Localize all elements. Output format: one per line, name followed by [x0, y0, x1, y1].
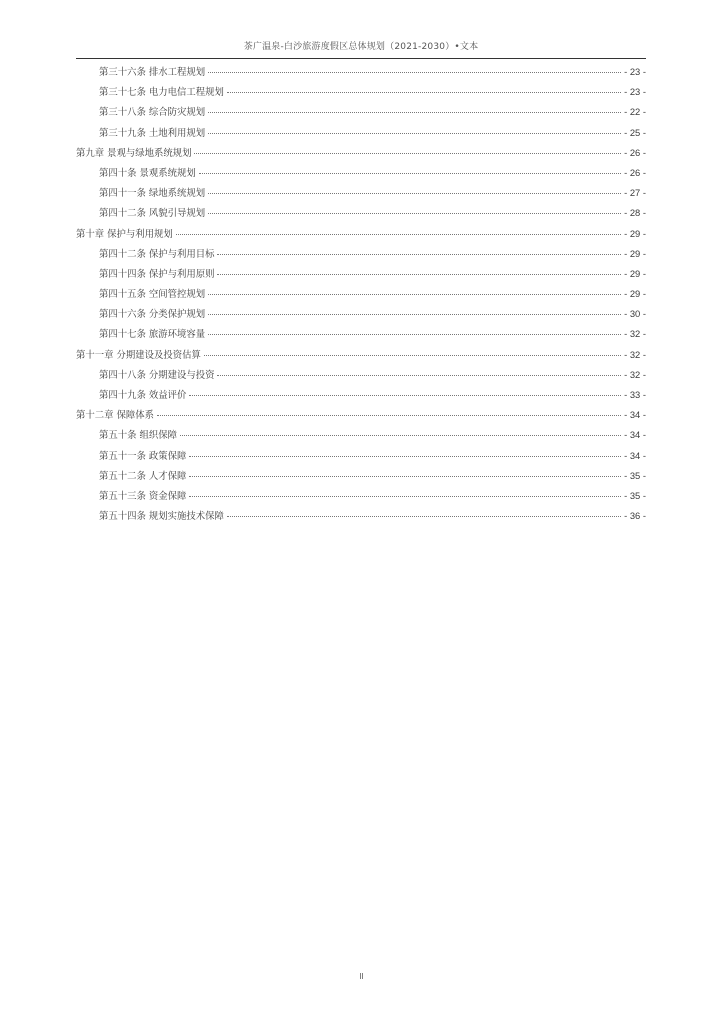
toc-entry-page: - 26 - — [624, 166, 646, 178]
page-number: II — [359, 972, 364, 981]
toc-dot-leader — [227, 92, 621, 93]
toc-dot-leader — [217, 375, 621, 376]
toc-dot-leader — [208, 294, 621, 295]
toc-entry-page: - 23 - — [624, 86, 646, 98]
toc-entry-title: 第三十七条 电力电信工程规划 — [99, 87, 224, 99]
toc-entry-title: 第九章 景观与绿地系统规划 — [76, 147, 192, 159]
toc-entry-title: 第五十一条 政策保障 — [99, 450, 187, 462]
toc-entry-page: - 29 - — [624, 288, 646, 300]
toc-entry-title: 第四十一条 绿地系统规划 — [99, 188, 206, 200]
toc-dot-leader — [204, 355, 621, 356]
toc-entry-page: - 29 - — [624, 247, 646, 259]
toc-entry-title: 第三十八条 综合防灾规划 — [99, 107, 206, 119]
toc-entry-page: - 32 - — [624, 348, 646, 360]
toc-entry-title: 第三十九条 土地利用规划 — [99, 127, 206, 139]
toc-chapter-entry[interactable] — [76, 143, 646, 163]
toc-article-entry[interactable] — [76, 203, 646, 223]
toc-dot-leader — [176, 234, 621, 235]
toc-dot-leader — [227, 516, 621, 517]
toc-entry-title: 第四十七条 旅游环境容量 — [99, 329, 206, 341]
toc-entry-page: - 34 - — [624, 429, 646, 441]
toc-article-entry[interactable] — [76, 102, 646, 122]
toc-entry-page: - 23 - — [624, 66, 646, 77]
toc-entry-title: 第四十四条 保护与利用原则 — [99, 268, 215, 280]
toc-entry-page: - 22 - — [624, 106, 646, 118]
toc-dot-leader — [208, 133, 621, 134]
toc-article-entry[interactable] — [76, 264, 646, 284]
toc-article-entry[interactable] — [76, 506, 646, 526]
toc-dot-leader — [208, 334, 621, 335]
toc-entry-title: 第五十条 组织保障 — [99, 430, 177, 442]
toc-entry-title: 第五十二条 人才保障 — [99, 470, 187, 482]
toc-entry-page: - 30 - — [624, 308, 646, 320]
toc-entry-title: 第四十二条 保护与利用目标 — [99, 248, 215, 260]
toc-entry-title: 第五十三条 资金保障 — [99, 490, 187, 502]
toc-dot-leader — [208, 213, 621, 214]
toc-article-entry[interactable] — [76, 163, 646, 183]
toc-entry-title: 第四十条 景观系统规划 — [99, 167, 196, 179]
toc-entry-page: - 34 - — [624, 449, 646, 461]
toc-entry-title: 第四十九条 效益评价 — [99, 390, 187, 401]
toc-article-entry[interactable] — [76, 365, 646, 385]
toc-entry-title: 第五十四条 规划实施技术保障 — [99, 511, 224, 523]
toc-entry-page: - 35 - — [624, 469, 646, 481]
toc-dot-leader — [217, 254, 621, 255]
toc-entry-title: 第四十五条 空间管控规划 — [99, 289, 206, 301]
toc-dot-leader — [217, 274, 621, 275]
toc-dot-leader — [189, 395, 621, 396]
toc-dot-leader — [180, 435, 621, 436]
toc-dot-leader — [189, 496, 621, 497]
toc-article-entry[interactable] — [76, 446, 646, 466]
toc-entry-page: - 27 - — [624, 187, 646, 199]
toc-entry-page: - 26 - — [624, 146, 646, 158]
toc-article-entry[interactable] — [76, 62, 646, 82]
toc-entry-page: - 28 - — [624, 207, 646, 219]
toc-article-entry[interactable] — [76, 486, 646, 506]
toc-chapter-entry[interactable] — [76, 405, 646, 425]
toc-entry-page: - 35 - — [624, 489, 646, 501]
toc-dot-leader — [189, 476, 621, 477]
toc-entry-title: 第十二章 保障体系 — [76, 410, 154, 422]
toc-dot-leader — [189, 456, 621, 457]
toc-entry-page: - 34 - — [624, 409, 646, 421]
toc-article-entry[interactable] — [76, 304, 646, 324]
toc-entry-title: 第四十八条 分期建设与投资 — [99, 369, 215, 381]
toc-chapter-entry[interactable] — [76, 345, 646, 365]
toc-article-entry[interactable] — [76, 425, 646, 445]
toc-dot-leader — [199, 173, 621, 174]
toc-article-entry[interactable] — [76, 123, 646, 143]
toc-entry-page: - 36 - — [624, 510, 646, 522]
toc-entry-title: 第十一章 分期建设及投资估算 — [76, 349, 201, 361]
toc-entry-title: 第四十六条 分类保护规划 — [99, 309, 206, 321]
header-divider — [76, 58, 646, 59]
toc-article-entry[interactable] — [76, 244, 646, 264]
toc-dot-leader — [208, 112, 621, 113]
toc-entry-title: 第四十二条 风貌引导规划 — [99, 208, 206, 220]
toc-dot-leader — [208, 193, 621, 194]
running-header: 茶广温泉-白沙旅游度假区总体规划（2021-2030）•文本 — [243, 42, 479, 52]
toc-dot-leader — [208, 314, 621, 315]
toc-chapter-entry[interactable] — [76, 224, 646, 244]
toc-entry-title: 第三十六条 排水工程规划 — [99, 67, 206, 78]
toc-entry-page: - 33 - — [624, 389, 646, 400]
toc-entry-title: 第十章 保护与利用规划 — [76, 228, 173, 240]
toc-article-entry[interactable] — [76, 385, 646, 405]
toc-article-entry[interactable] — [76, 466, 646, 486]
toc-entry-page: - 32 - — [624, 328, 646, 340]
toc-article-entry[interactable] — [76, 284, 646, 304]
toc-article-entry[interactable] — [76, 324, 646, 344]
toc-article-entry[interactable] — [76, 183, 646, 203]
toc-dot-leader — [194, 153, 621, 154]
toc-dot-leader — [157, 415, 621, 416]
toc-entry-page: - 29 - — [624, 227, 646, 239]
toc-article-entry[interactable] — [76, 82, 646, 102]
table-of-contents — [76, 62, 646, 526]
toc-entry-page: - 25 - — [624, 126, 646, 138]
toc-entry-page: - 29 - — [624, 267, 646, 279]
toc-entry-page: - 32 - — [624, 368, 646, 380]
toc-dot-leader — [208, 72, 621, 73]
